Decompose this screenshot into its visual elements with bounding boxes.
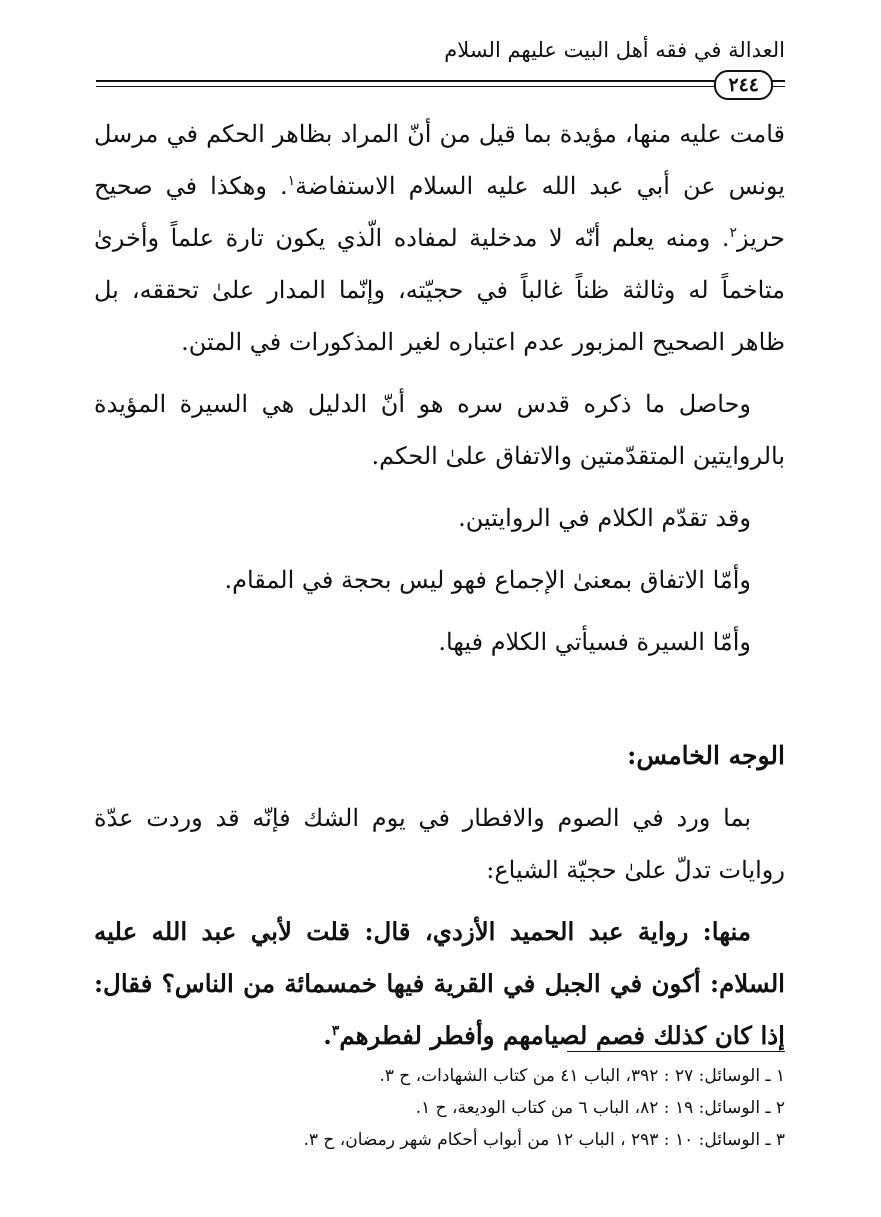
paragraph-7: منها: رواية عبد الحميد الأزدي، قال: قلت لأبي عبد الله عليه السلام: أكون في الجبل في القرية فيها خمسمائة من الناس؟ فقال: إذا كان كذلك فصم لصيامهم وأفطر لفطرهم$^٣$. [94, 917, 785, 1050]
footnote-ref-1: ١ [287, 173, 296, 189]
paragraph-2: وحاصل ما ذكره قدس سره هو أنّ الدليل هي السيرة المؤيدة بالروايتين المتقدّمتين والاتفاق علىٰ الحكم. [94, 390, 785, 470]
paragraph-1 [94, 108, 785, 368]
paragraph-3: وقد تقدّم الكلام في الروايتين. [458, 504, 751, 532]
paragraph-1-part-2: . وهكذا في صحيح حريز [94, 172, 785, 252]
paragraph-6: بما ورد في الصوم والافطار في يوم الشك فإنّه قد وردت عدّة روايات تدلّ علىٰ حجيّة الشياع: [94, 804, 785, 884]
footnote-ref-2: ٢ [729, 225, 737, 241]
section-heading: الوجه الخامس: [627, 741, 785, 770]
narration-text: منها: رواية عبد الحميد الأزدي، قال: قلت لأبي عبد الله عليه السلام: أكون في الجبل في القرية فيها خمسمائة من الناس؟ فقال: إذا كان كذلك فصم لصيامهم وأفطر لفطرهم [94, 917, 785, 1050]
main-text [94, 108, 785, 1062]
page-number: ٢٤٤ [714, 70, 773, 100]
paragraph-4: وأمّا الاتفاق بمعنىٰ الإجماع فهو ليس بحجة في المقام. [224, 566, 751, 594]
header-rule-top [96, 80, 785, 82]
paragraph-1-part-1: قامت عليه منها، مؤيدة بما قيل من أنّ المراد بظاهر الحكم في مرسل يونس عن أبي عبد الله عليه السلام الاستفاضة [94, 120, 785, 200]
footnote-3: ٣ ـ الوسائل: ١٠ : ٢٩٣ ، الباب ١٢ من أبواب أحكام شهر رمضان، ح ٣. [303, 1130, 785, 1150]
footnote-2: ٢ ـ الوسائل: ١٩ : ٨٢، الباب ٦ من كتاب الوديعة، ح ١. [415, 1098, 785, 1118]
footnote-ref-3: ٣ [331, 1022, 340, 1039]
footnote-rule [567, 1051, 785, 1052]
header-rule [96, 80, 785, 94]
header-rule-bottom [96, 86, 785, 87]
paragraph-5: وأمّا السيرة فسيأتي الكلام فيها. [438, 628, 751, 656]
running-title: العدالة في فقه أهل البيت عليهم السلام [444, 38, 785, 62]
footnote-1: ١ ـ الوسائل: ٢٧ : ٣٩٢، الباب ٤١ من كتاب الشهادات، ح ٣. [379, 1066, 785, 1086]
paragraph-1-part-3: . ومنه يعلم أنّه لا مدخلية لمفاده الّذي يكون تارة علماً وأخرىٰ متاخماً له وثالثة ظناً غالباً في حجيّته، وإنّما المدار علىٰ تحققه، بل ظاهر الصحيح المزبور عدم اعتباره لغير المذكورات في المتن. [94, 224, 785, 356]
footnotes [96, 1060, 785, 1156]
